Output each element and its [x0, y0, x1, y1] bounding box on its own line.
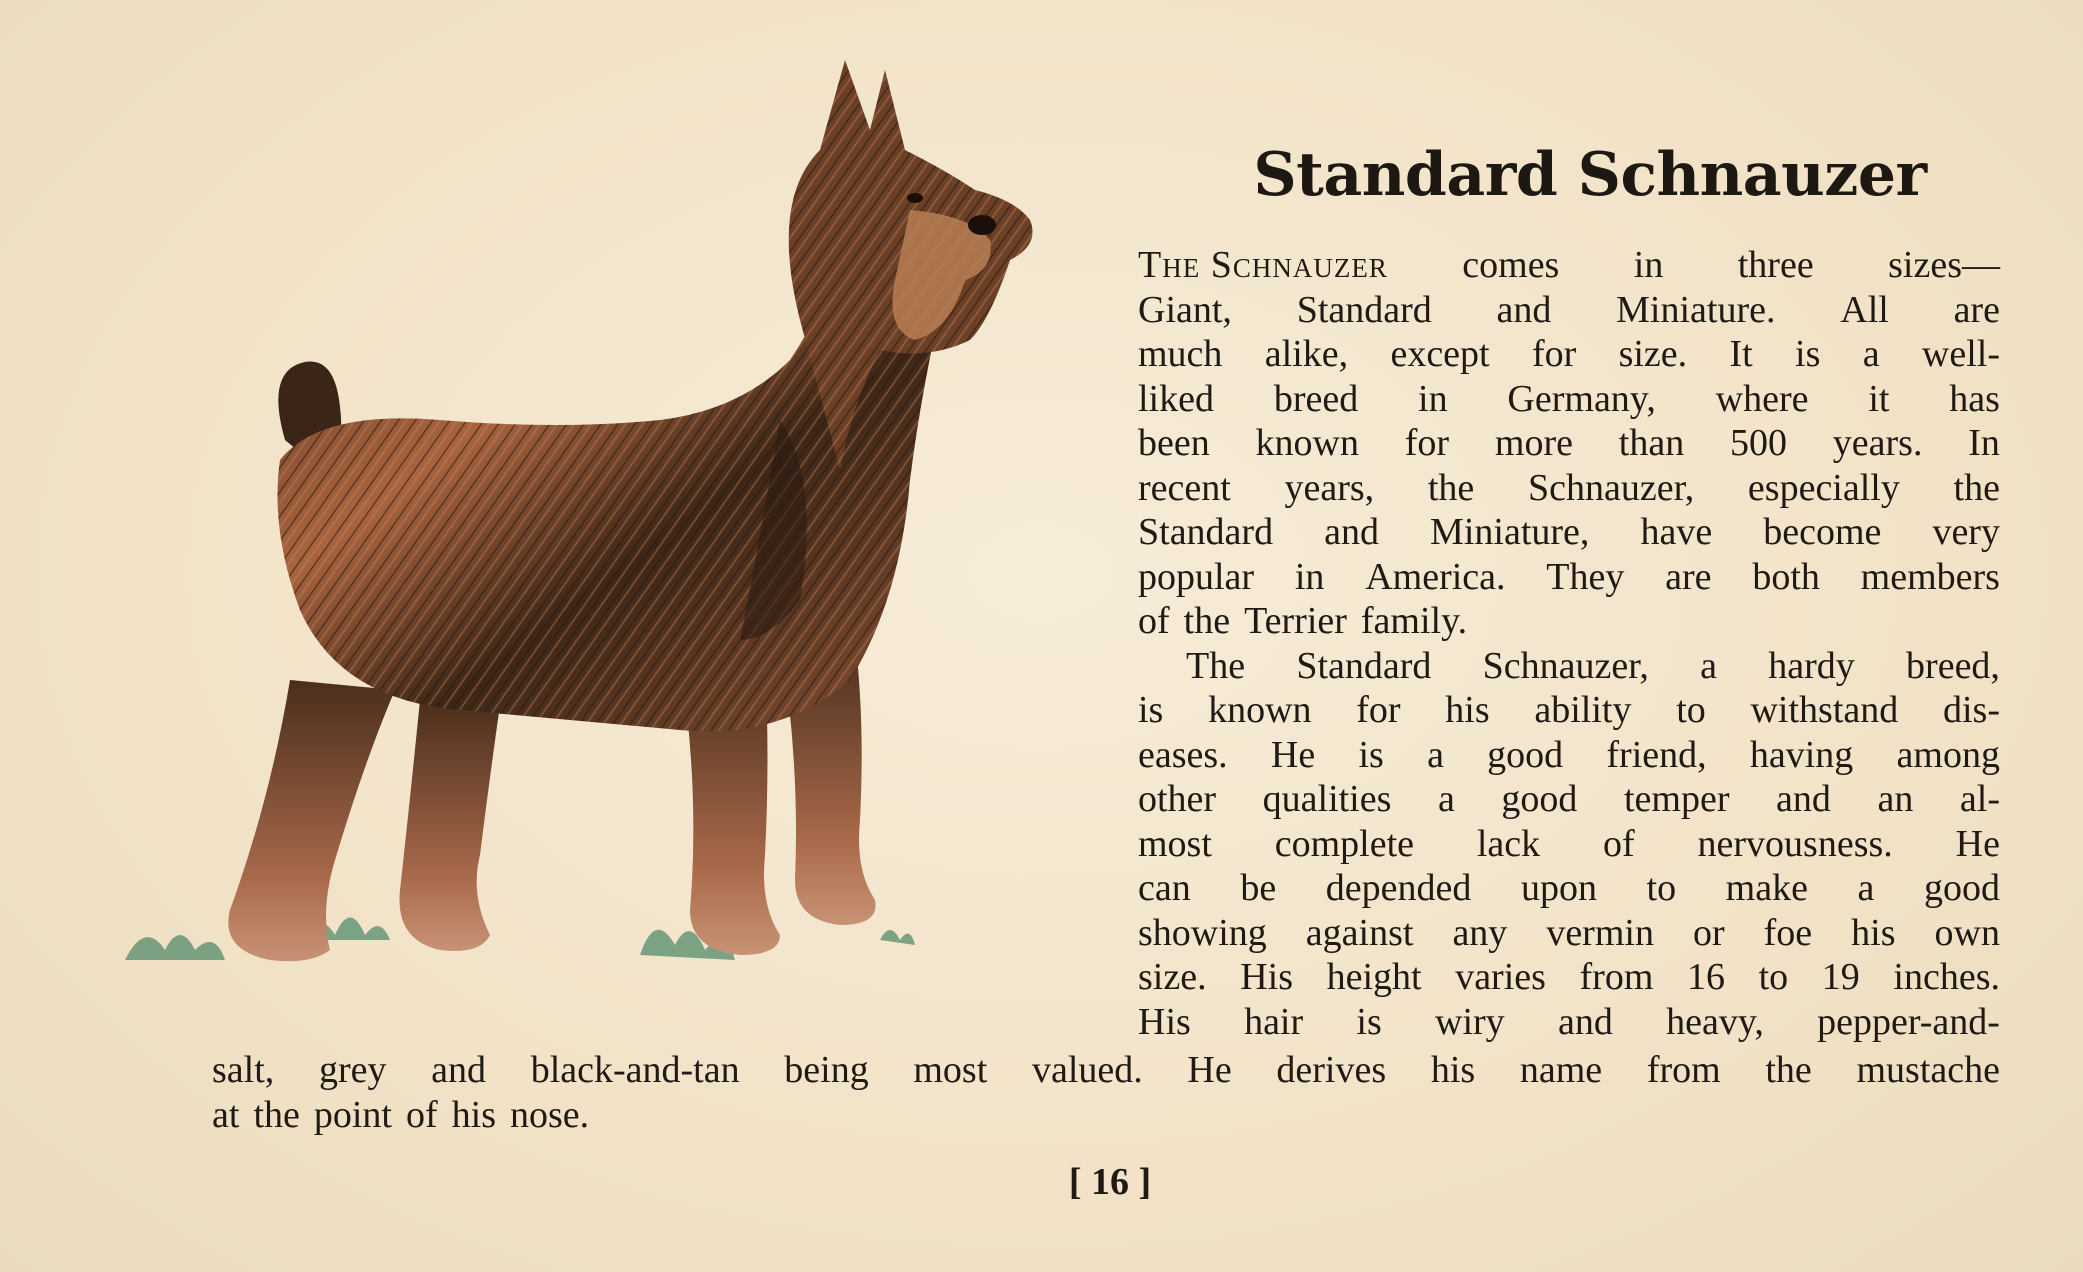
word: three: [1737, 244, 1814, 286]
word: to: [1646, 867, 1677, 909]
word: inches.: [1893, 956, 2000, 998]
word: sizes—: [1888, 244, 2000, 286]
word: temper: [1623, 778, 1730, 820]
word: of: [1603, 822, 1635, 865]
word: His: [1240, 956, 1293, 998]
word: can: [1138, 867, 1191, 909]
word: Giant,: [1138, 288, 1232, 331]
word: hair: [1244, 1000, 1304, 1043]
text-line: [1138, 510, 2000, 555]
word: 500: [1730, 422, 1787, 464]
word: 19: [1821, 956, 1860, 998]
word: his: [1445, 689, 1490, 731]
word: popular: [1138, 555, 1255, 598]
text-line: [1138, 599, 2000, 644]
body-text-full-width: [212, 1048, 2000, 1137]
word: wiry: [1435, 1000, 1505, 1043]
word: in: [1418, 377, 1448, 420]
word: a: [1437, 778, 1455, 820]
word: nervousness.: [1697, 822, 1893, 865]
word: the: [1765, 1049, 1812, 1091]
word: a: [1700, 644, 1718, 687]
word: Standard: [1296, 644, 1432, 687]
word: for: [1356, 689, 1401, 731]
word: ability: [1534, 689, 1632, 731]
word: the: [1183, 600, 1231, 642]
word: other: [1138, 778, 1217, 820]
word: the: [1427, 466, 1475, 509]
word: and: [431, 1049, 487, 1091]
word: is: [1358, 733, 1384, 776]
text-line: [1138, 332, 2000, 377]
word: the: [1953, 466, 2000, 509]
word: nose.: [510, 1093, 590, 1136]
word: from: [1579, 956, 1654, 998]
word: heavy,: [1666, 1000, 1764, 1043]
word: at: [212, 1093, 240, 1136]
word: his: [1430, 1049, 1476, 1091]
word: size.: [1138, 956, 1207, 998]
word: breed,: [1906, 644, 2000, 687]
word: grey: [318, 1049, 387, 1091]
word: He: [1270, 733, 1316, 776]
word: the: [253, 1093, 300, 1136]
word: both: [1752, 555, 1820, 598]
word: is: [1795, 333, 1821, 375]
word: a: [1427, 733, 1444, 776]
word: His: [1138, 1000, 1191, 1043]
word: in: [1294, 555, 1325, 598]
text-line: [1138, 1000, 2000, 1045]
word: point: [313, 1093, 392, 1136]
word: very: [1932, 511, 2000, 553]
word: In: [1968, 422, 2000, 464]
word: good: [1501, 778, 1578, 820]
word: foe: [1763, 911, 1813, 954]
schnauzer-illustration: [120, 60, 1120, 1020]
word: name: [1519, 1049, 1603, 1091]
word: his: [1851, 911, 1896, 954]
word: from: [1646, 1049, 1721, 1091]
word: become: [1763, 511, 1882, 553]
text-line: [1138, 466, 2000, 511]
word: good: [1487, 733, 1564, 776]
word: especially: [1747, 466, 1900, 509]
word: for: [1531, 333, 1577, 375]
text-line: [1138, 733, 2000, 778]
page-title: Standard Schnauzer: [1253, 140, 1927, 210]
word: friend,: [1606, 733, 1707, 776]
word: known: [1208, 689, 1312, 731]
word: more: [1494, 422, 1573, 464]
word: where: [1715, 377, 1809, 420]
word: pepper-and-: [1817, 1000, 2000, 1043]
word: be: [1240, 867, 1277, 909]
text-line: [1138, 955, 2000, 1000]
word: own: [1934, 911, 2000, 954]
word: make: [1725, 867, 1808, 909]
word: members: [1860, 555, 2000, 598]
word: or: [1692, 911, 1725, 954]
word: valued.: [1031, 1049, 1143, 1091]
word: alike,: [1264, 333, 1349, 375]
word: recent: [1138, 466, 1231, 509]
word: It: [1729, 333, 1753, 375]
word: except: [1390, 333, 1490, 375]
word: varies: [1455, 956, 1546, 998]
word: comes: [1462, 244, 1560, 286]
body-text-narrow-column: [1138, 243, 2000, 1044]
text-line: [1138, 688, 2000, 733]
text-line: [1138, 377, 2000, 422]
page-number: [ 16 ]: [1068, 1161, 1152, 1203]
word: much: [1138, 333, 1223, 375]
word: any: [1452, 911, 1508, 954]
word: Schnauzer,: [1528, 466, 1695, 509]
word: have: [1640, 511, 1713, 553]
word: a: [1857, 867, 1875, 909]
word: being: [784, 1049, 869, 1091]
text-line: [1138, 421, 2000, 466]
word: of: [1138, 600, 1170, 642]
word: America.: [1365, 555, 1506, 598]
word: dis-: [1942, 689, 2000, 731]
word: black-and-tan: [530, 1049, 740, 1091]
word: family.: [1360, 600, 1468, 642]
word: known: [1255, 422, 1359, 464]
word: upon: [1520, 867, 1597, 909]
word: years,: [1284, 466, 1375, 509]
text-line: [1138, 644, 2000, 689]
word: it: [1868, 377, 1890, 420]
word: Terrier: [1244, 600, 1347, 642]
word: hardy: [1768, 644, 1855, 687]
text-line: [1138, 288, 2000, 333]
word: is: [1356, 1000, 1382, 1043]
word: Miniature,: [1430, 511, 1590, 553]
word: derives: [1276, 1049, 1387, 1091]
word: salt,: [212, 1049, 275, 1091]
word: complete: [1274, 822, 1415, 865]
word: He: [1955, 822, 2000, 865]
word: He: [1187, 1049, 1232, 1091]
word: height: [1326, 956, 1422, 998]
word: They: [1546, 555, 1625, 598]
word: good: [1924, 867, 2000, 909]
word: are: [1665, 555, 1712, 598]
word: to: [1758, 956, 1789, 998]
word: Standard: [1296, 288, 1432, 331]
word: having: [1749, 733, 1854, 776]
text-line: [212, 1093, 2000, 1138]
word: Schnauzer,: [1482, 644, 1649, 687]
word: al-: [1959, 778, 2000, 820]
word: most: [913, 1049, 988, 1091]
word: liked: [1138, 377, 1214, 420]
word: Miniature.: [1616, 288, 1776, 331]
text-line: [1138, 866, 2000, 911]
word: eases.: [1138, 733, 1228, 776]
word: has: [1949, 377, 2000, 420]
word: well-: [1921, 333, 2000, 375]
word: showing: [1138, 911, 1267, 954]
word: are: [1953, 288, 2000, 331]
word: The Schnauzer: [1138, 244, 1388, 286]
word: a: [1862, 333, 1880, 375]
word: breed: [1273, 377, 1359, 420]
text-line: [212, 1048, 2000, 1093]
word: 16: [1687, 956, 1726, 998]
text-line: [1138, 777, 2000, 822]
word: and: [1557, 1000, 1613, 1043]
word: Germany,: [1507, 377, 1656, 420]
word: among: [1896, 733, 2000, 776]
word: All: [1840, 288, 1889, 331]
word: his: [451, 1093, 497, 1136]
word: lack: [1476, 822, 1541, 865]
text-line: [1138, 822, 2000, 867]
word: and: [1776, 778, 1831, 820]
word: to: [1676, 689, 1706, 731]
word: size.: [1618, 333, 1688, 375]
word: for: [1404, 422, 1450, 464]
word: qualities: [1262, 778, 1392, 820]
word: is: [1138, 689, 1164, 731]
word: most: [1138, 822, 1212, 865]
word: against: [1305, 911, 1414, 954]
word: in: [1633, 244, 1664, 286]
word: vermin: [1546, 911, 1654, 954]
word: Standard: [1138, 511, 1274, 553]
word: an: [1877, 778, 1914, 820]
word: been: [1138, 422, 1210, 464]
text-line: [1138, 243, 2000, 288]
word: withstand: [1750, 689, 1899, 731]
text-line: [1138, 911, 2000, 956]
word: mustache: [1856, 1049, 2000, 1091]
word: The: [1186, 644, 1246, 687]
word: than: [1618, 422, 1685, 464]
word: years.: [1832, 422, 1923, 464]
word: and: [1324, 511, 1379, 553]
word: and: [1496, 288, 1552, 331]
word: of: [406, 1093, 438, 1136]
text-line: [1138, 555, 2000, 600]
word: depended: [1325, 867, 1472, 909]
